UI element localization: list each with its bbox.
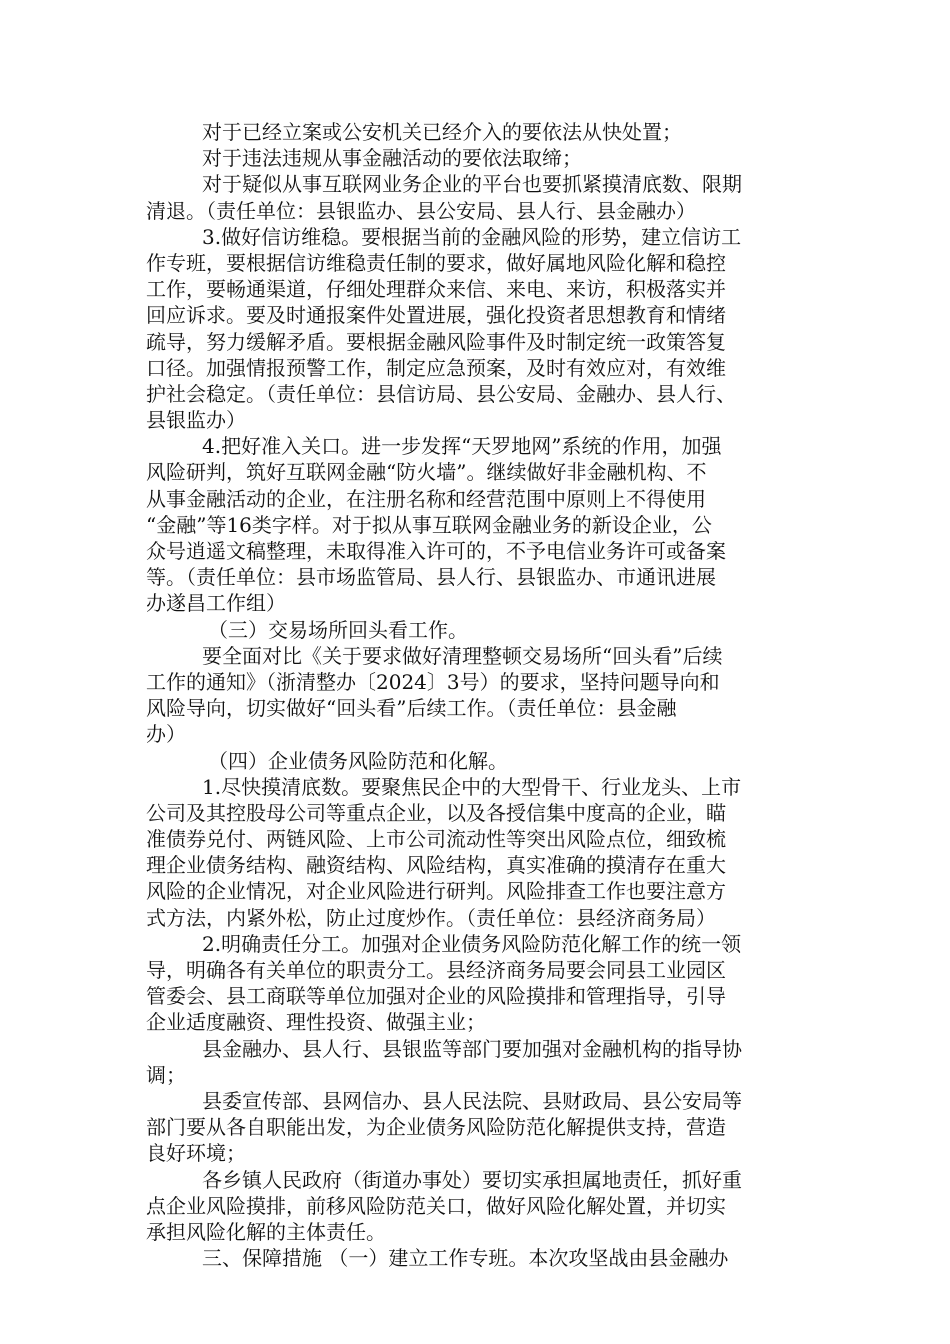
text-line: 风险导向，切实做好“回头看”后续工作。（责任单位：县金融	[146, 696, 677, 721]
text-line: 部门要从各自职能出发，为企业债务风险防范化解提供支持，营造	[146, 1115, 726, 1140]
text-line: 对于违法违规从事金融活动的要依法取缔；	[202, 146, 582, 171]
text-line: 2.明确责任分工。加强对企业债务风险防范化解工作的统一领	[202, 931, 742, 956]
text-line: 县委宣传部、县网信办、县人民法院、县财政局、县公安局等	[202, 1088, 742, 1113]
text-line: 各乡镇人民政府（街道办事处）要切实承担属地责任，抓好重	[202, 1167, 742, 1192]
text-line: 县金融办、县人行、县银监等部门要加强对金融机构的指导协	[202, 1036, 742, 1061]
text-line: 良好环境；	[146, 1141, 246, 1166]
text-line: 工作的通知》（浙清整办〔2024〕3号）的要求，坚持问题导向和	[146, 669, 720, 694]
text-line: 对于已经立案或公安机关已经介入的要依法从快处置；	[202, 120, 682, 144]
text-line: 工作，要畅通渠道，仔细处理群众来信、来电、来访，积极落实并	[146, 277, 726, 302]
text-line: 办）	[146, 722, 186, 747]
text-line: 3.做好信访维稳。要根据当前的金融风险的形势，建立信访工	[202, 224, 742, 249]
text-line: 口径。加强情报预警工作，制定应急预案，及时有效应对，有效维	[146, 355, 726, 380]
text-line: 4.把好准入关口。进一步发挥“天罗地网”系统的作用，加强	[202, 434, 722, 459]
text-line: 县银监办）	[146, 408, 246, 433]
text-line: 疏导，努力缓解矛盾。要根据金融风险事件及时制定统一政策答复	[146, 329, 726, 354]
text-line: （三）交易场所回头看工作。	[208, 617, 468, 642]
text-line: 调；	[146, 1062, 186, 1087]
text-line: 等。（责任单位：县市场监管局、县人行、县银监办、市通讯进展	[146, 565, 716, 590]
text-line: “金融”等16类字样。对于拟从事互联网金融业务的新设企业，公	[146, 512, 712, 537]
text-line: 式方法，内紧外松，防止过度炒作。（责任单位：县经济商务局）	[146, 905, 716, 930]
text-line: 风险研判，筑好互联网金融“防火墙”。继续做好非金融机构、不	[146, 460, 707, 485]
document-body	[146, 119, 818, 1271]
text-line: 导，明确各有关单位的职责分工。县经济商务局要会同县工业园区	[146, 958, 726, 982]
text-line: 回应诉求。要及时通报案件处置进展，强化投资者思想教育和情绪	[146, 303, 726, 328]
text-line: 从事金融活动的企业，在注册名称和经营范围中原则上不得使用	[146, 486, 706, 511]
text-line: 清退。（责任单位：县银监办、县公安局、县人行、县金融办）	[146, 198, 696, 223]
text-line: 点企业风险摸排，前移风险防范关口，做好风险化解处置，并切实	[146, 1193, 726, 1218]
text-line: （四）企业债务风险防范和化解。	[208, 748, 508, 773]
text-line: 1.尽快摸清底数。要聚焦民企中的大型骨干、行业龙头、上市	[202, 774, 742, 799]
text-line: 众号逍遥文稿整理，未取得准入许可的，不予电信业务许可或备案	[146, 539, 726, 563]
text-line: 要全面对比《关于要求做好清理整顿交易场所“回头看”后续	[202, 643, 723, 668]
text-line: 三、保障措施 （一）建立工作专班。本次攻坚战由县金融办	[202, 1246, 729, 1271]
text-line: 护社会稳定。（责任单位：县信访局、县公安局、金融办、县人行、	[146, 381, 736, 406]
text-line: 公司及其控股母公司等重点企业，以及各授信集中度高的企业，瞄	[146, 800, 726, 825]
text-line: 承担风险化解的主体责任。	[146, 1219, 386, 1244]
text-line: 准债券兑付、两链风险、上市公司流动性等突出风险点位，细致梳	[146, 827, 726, 852]
text-line: 管委会、县工商联等单位加强对企业的风险摸排和管理指导，引导	[146, 984, 726, 1009]
text-line: 办遂昌工作组）	[146, 591, 286, 616]
text-line: 风险的企业情况，对企业风险进行研判。风险排查工作也要注意方	[146, 879, 726, 904]
text-line: 对于疑似从事互联网业务企业的平台也要抓紧摸清底数、限期	[202, 172, 742, 197]
text-line: 作专班，要根据信访维稳责任制的要求，做好属地风险化解和稳控	[146, 250, 726, 275]
text-line: 企业适度融资、理性投资、做强主业；	[146, 1010, 486, 1035]
text-line: 理企业债务结构、融资结构、风险结构，真实准确的摸清存在重大	[146, 853, 726, 878]
